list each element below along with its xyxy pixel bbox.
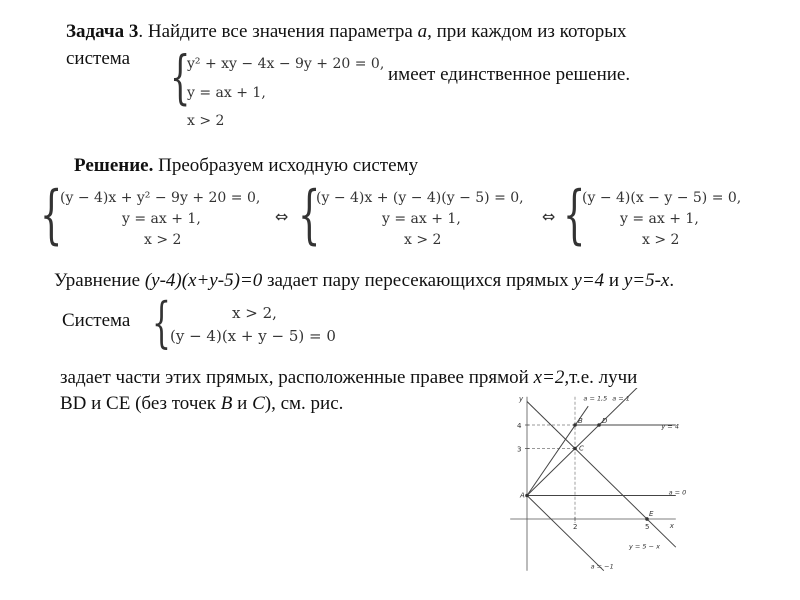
point-B <box>573 423 577 427</box>
x-tick-label-1: 5 <box>645 523 650 531</box>
y-tick-label-1: 3 <box>517 445 522 454</box>
line-label-0: a = 1,5 <box>583 394 608 403</box>
line-equation <box>54 270 674 292</box>
point-A <box>525 494 529 498</box>
task-param: a <box>417 21 428 42</box>
line-eq-dot: . <box>669 270 675 291</box>
task-tail: имеет единственное решение. <box>388 64 631 85</box>
task-text1: . Найдите все значения параметра <box>138 21 413 42</box>
system2-row1: x > 2, <box>232 304 277 322</box>
task-eq3: x > 2 <box>187 113 225 129</box>
x-tick-label-0: 2 <box>573 523 578 531</box>
equiv-symbol-1: ⇔ <box>275 207 289 226</box>
y-tick-label-0: 4 <box>517 422 522 430</box>
x-axis-label: x <box>669 522 674 530</box>
equiv-symbol-2: ⇔ <box>542 207 556 226</box>
system3-brace: { <box>563 178 586 252</box>
task-line1 <box>66 21 627 43</box>
system2-label: Система <box>62 310 131 331</box>
y-axis-label: y <box>519 394 524 403</box>
point-label-A: A <box>520 491 525 500</box>
solution-text: Преобразуем исходную систему <box>153 155 419 176</box>
para-and: и <box>237 393 248 414</box>
line-label-2: y = 4 <box>661 422 679 431</box>
line-eq-formula: (y-4)(x+y-5)=0 <box>144 270 263 291</box>
line-label-3: a = 0 <box>668 488 687 497</box>
point-D <box>597 423 601 427</box>
para-l2a: BD и CE (без точек <box>60 393 217 414</box>
solution-line <box>74 155 418 177</box>
line-eq-p2: задает пару пересекающихся прямых <box>266 270 569 291</box>
system-middle-row1: (y − 4)x + (y − 4)(y − 5) = 0, <box>316 190 524 206</box>
system-middle-row3: x > 2 <box>404 232 442 248</box>
point-label-C: C <box>579 444 584 453</box>
para-line2 <box>60 393 343 415</box>
system2-brace: { <box>298 178 321 252</box>
series-line-4 <box>527 388 642 496</box>
system2b-brace: { <box>152 291 171 354</box>
task-text2: , при каждом из которых <box>427 21 627 42</box>
line-eq-p1: Уравнение <box>54 270 141 291</box>
task-eq1: y² + xy − 4x − 9y + 20 = 0, <box>187 56 385 72</box>
para-point-b: B <box>220 393 233 414</box>
figure-graph <box>495 388 700 578</box>
line-eq-l1: y=4 <box>573 270 605 291</box>
para-point-c: C <box>252 393 265 414</box>
task-title: Задача 3 <box>66 21 139 42</box>
line-eq-l2: y=5-x <box>623 270 670 291</box>
point-label-E: E <box>649 510 654 518</box>
para-l1b: x=2, <box>533 367 570 388</box>
line-label-1: a = 1 <box>612 394 630 403</box>
system1-row3: x > 2 <box>144 232 182 248</box>
system-middle-row2: y = ax + 1, <box>382 211 461 227</box>
point-C <box>573 447 577 451</box>
para-l2b: ), см. рис. <box>264 393 344 414</box>
system1-brace: { <box>40 178 63 252</box>
task-brace: { <box>170 43 191 111</box>
solution-label: Решение. <box>74 155 154 176</box>
para-l1a: задает части этих прямых, расположенные правее прямой <box>60 367 529 388</box>
system1-row1: (y − 4)x + y² − 9y + 20 = 0, <box>60 190 261 206</box>
system2-row2: (y − 4)(x + y − 5) = 0 <box>170 327 336 345</box>
system3-row1: (y − 4)(x − y − 5) = 0, <box>582 190 742 206</box>
system3-row2: y = ax + 1, <box>620 211 699 227</box>
system1-row2: y = ax + 1, <box>122 211 201 227</box>
point-label-B: B <box>578 417 583 425</box>
point-label-D: D <box>602 417 608 425</box>
line-label-5: a = −1 <box>590 562 614 571</box>
task-line2: система <box>66 48 131 69</box>
task-eq2: y = ax + 1, <box>187 85 266 101</box>
para-line1 <box>60 367 637 389</box>
system3-row3: x > 2 <box>642 232 680 248</box>
para-l1c: т.е. лучи <box>569 367 638 388</box>
series-line-5 <box>527 496 604 571</box>
line-label-4: y = 5 − x <box>629 542 660 551</box>
line-eq-and: и <box>608 270 620 291</box>
